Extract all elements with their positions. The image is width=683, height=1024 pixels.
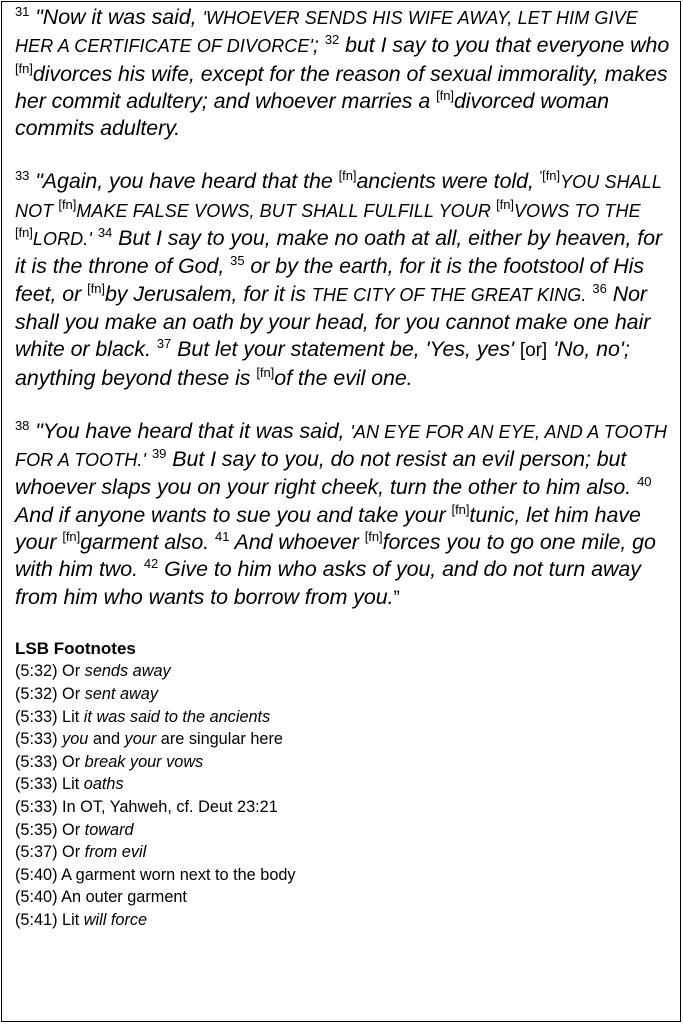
verse-number: 32	[324, 32, 340, 48]
quoted-text: LORD.'	[32, 229, 92, 250]
footnote-text: will force	[83, 910, 148, 929]
footnote-text: it was said to the ancients	[83, 707, 271, 726]
footnote-text: break your vows	[84, 752, 204, 771]
footnote-marker: [fn]	[436, 87, 454, 103]
footnote-item	[15, 706, 670, 729]
footnote-text: oaths	[83, 775, 124, 794]
verse-number: 33	[15, 168, 30, 184]
footnote-text: sends away	[84, 662, 171, 681]
verse-paragraph	[15, 168, 670, 391]
verse-text: "Again, you have heard that the	[29, 169, 339, 194]
footnote-text: (5:33) Or	[15, 752, 85, 771]
footnote-marker: [fn]	[15, 60, 33, 76]
quoted-text: YOU SHALL NOT	[15, 172, 662, 221]
footnote-marker: '[fn]	[539, 168, 561, 184]
verse-text: And if anyone wants to sue you and take your	[15, 502, 452, 527]
footnote-text: and	[88, 730, 125, 749]
verse-text	[92, 226, 98, 250]
footnote-item	[15, 841, 670, 864]
verse-text: tunic, let him have your	[15, 502, 641, 555]
verse-text: "Now it was said,	[29, 5, 203, 29]
footnote-item	[15, 683, 670, 706]
footnote-text: (5:33) Lit	[15, 775, 84, 794]
scripture-text	[15, 4, 670, 612]
footnote-text: (5:33) In OT, Yahweh, cf. Deut 23:21	[15, 798, 278, 816]
verse-number: 31	[15, 4, 30, 19]
verse-number: 36	[592, 280, 607, 296]
verse-number: 41	[215, 529, 230, 545]
footnotes-list	[15, 660, 670, 931]
footnote-marker: [fn]	[256, 364, 275, 380]
footnote-marker: [fn]	[451, 501, 470, 517]
verse-text: but I say to you that everyone who	[339, 33, 670, 58]
verse-text: Nor shall you make an oath by your head, for you cannot make one hair white or black.	[15, 281, 651, 362]
footnote-item	[15, 909, 670, 932]
footnote-item	[15, 660, 670, 683]
verse-number: 39	[151, 446, 167, 462]
verse-number: 42	[143, 556, 159, 572]
footnote-marker: [fn]	[338, 168, 357, 184]
verse-number: 34	[97, 225, 113, 241]
footnote-text: (5:40) An outer garment	[15, 888, 187, 907]
footnote-text: sent away	[84, 685, 158, 704]
quoted-text: THE CITY OF THE GREAT KING.	[311, 284, 587, 305]
footnote-text: are singular here	[156, 730, 283, 749]
footnote-text: (5:33)	[15, 730, 63, 749]
quoted-text: 'WHOEVER SENDS HIS WIFE AWAY, LET HIM GIVE HER A CERTIFICATE OF DIVORCE'	[15, 8, 638, 57]
footnote-marker: [fn]	[364, 529, 383, 545]
verse-text: But I say to you, make no oath at all, either by heaven, for it is the throne of God,	[15, 226, 663, 279]
verse-text: 'No, no'; anything beyond these is	[15, 337, 630, 390]
quoted-text: MAKE FALSE VOWS, BUT SHALL FULFILL YOUR	[76, 200, 497, 221]
footnote-marker: [fn]	[62, 529, 81, 545]
document-page	[1, 1, 681, 1022]
footnote-marker: [fn]	[15, 225, 33, 241]
footnote-marker: [fn]	[496, 196, 514, 212]
footnote-item	[15, 751, 670, 774]
footnote-text: you	[62, 730, 89, 749]
verse-text: "You have heard that it was said,	[29, 418, 351, 443]
quoted-text: VOWS TO THE	[513, 200, 641, 221]
verse-text: divorces his wife, except for the reason of sexual immorality, makes her commit adultery; and whoever marries a	[15, 61, 668, 113]
quoted-text: 'AN EYE FOR AN EYE, AND A TOOTH FOR A TOOTH.'	[15, 421, 667, 471]
footnote-text: (5:37) Or	[15, 843, 85, 862]
verse-text: ;	[313, 33, 325, 58]
verse-text: ”	[393, 587, 400, 609]
verse-text: divorced woman commits adultery.	[15, 88, 610, 141]
verse-text: forces you to go one mile, go with him two.	[15, 530, 656, 582]
verse-text: ancients were told,	[356, 169, 540, 194]
verse-text: But I say to you, do not resist an evil person; but whoever slaps you on your right cheek, turn the other to him also.	[15, 447, 638, 500]
verse-number: 40	[637, 474, 652, 490]
footnote-item	[15, 728, 670, 751]
footnote-text: (5:33) Lit	[15, 707, 84, 726]
verse-text: Give to him who asks of you, and do not turn away from him who wants to borrow from you.	[15, 557, 641, 609]
verse-text: of the evil one.	[274, 365, 413, 390]
verse-number: 38	[15, 417, 30, 433]
verse-number: 35	[230, 253, 245, 269]
footnote-item	[15, 773, 670, 796]
footnote-text: (5:40) A garment worn next to the body	[15, 865, 296, 884]
footnote-text: toward	[84, 820, 134, 839]
verse-text: But let your statement be, 'Yes, yes'	[171, 337, 520, 362]
verse-text: [or]	[519, 340, 548, 362]
verse-text: or by the earth, for it is the footstool of His feet, or	[15, 254, 644, 306]
verse-number: 37	[156, 336, 172, 352]
footnote-text: (5:32) Or	[15, 662, 85, 681]
footnote-marker: [fn]	[58, 196, 77, 212]
footnote-text: from evil	[84, 843, 147, 862]
footnote-marker: [fn]	[87, 280, 105, 296]
footnote-item	[15, 886, 670, 909]
footnote-item	[15, 796, 670, 819]
footnote-text: (5:32) Or	[15, 685, 85, 704]
verse-paragraph	[15, 4, 670, 142]
footnote-text: your	[124, 730, 157, 749]
footnote-item	[15, 819, 670, 842]
verse-text: by Jerusalem, for it is	[104, 281, 312, 306]
footnote-item	[15, 864, 670, 887]
footnote-text: (5:35) Or	[15, 820, 85, 839]
verse-text: And whoever	[229, 530, 365, 555]
footnotes-title: LSB Footnotes	[15, 638, 136, 658]
verse-paragraph	[15, 418, 670, 612]
verse-text: garment also.	[80, 530, 216, 555]
footnote-text: (5:41) Lit	[15, 910, 84, 929]
